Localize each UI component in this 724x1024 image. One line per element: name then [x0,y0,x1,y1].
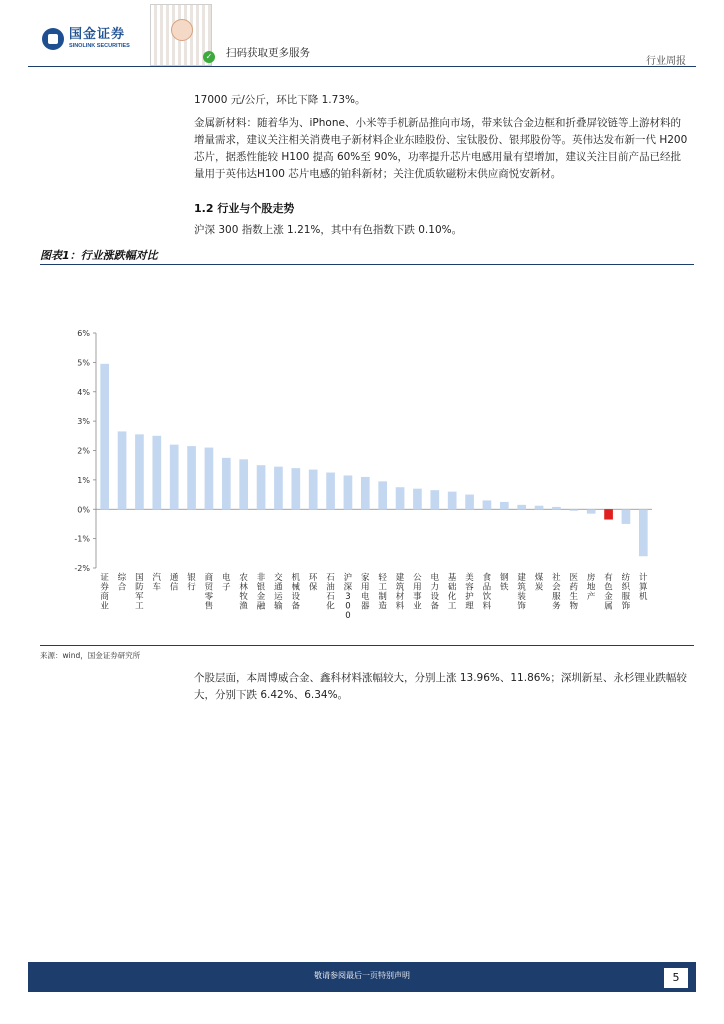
x-tick-label: 建筑装饰 [517,573,526,612]
bar-23 [500,502,509,509]
bar-13 [326,473,335,510]
x-tick-label: 基础化工 [447,573,457,612]
paragraph-stocks: 个股层面，本周博威合金、鑫科材料涨幅较大，分别上涨 13.96%、11.86%；深圳新星、永杉锂业跌幅较大，分别下跌 6.42%、6.34%。 [194,672,687,701]
bar-15 [361,477,370,509]
bar-7 [222,458,231,509]
x-tick-label: 证券商业 [100,573,109,612]
bar-11 [291,468,300,509]
bar-0 [100,364,109,509]
header-divider [28,66,696,67]
x-tick-label: 交通运输 [274,573,283,612]
bar-28 [587,509,596,513]
x-tick-label: 美容护理 [465,573,474,612]
bar-24 [517,505,526,509]
paragraph-new-materials: 金属新材料：随着华为、iPhone、小米等手机新品推向市场，带来钛合金边框和折叠屏铰链等上游材料的增量需求，建议关注相关消费电子新材料企业东睦股份、宝钛股份、银邦股份等。英伟达发布新一代 H200 芯片，据悉性能较 H100 提高 60%至 90%，功率提升芯片电感用量有望增加，建议关注目前产品已经批量用于英伟达H100 芯片电感的铂科新材；关注优质软磁粉末供应商悦安新材。 [194,117,688,180]
page-number: 5 [664,968,688,988]
y-tick-label: -1% [74,534,90,544]
x-tick-label: 汽车 [152,573,162,593]
x-tick-label: 煤炭 [534,573,544,593]
y-tick-label: 2% [77,446,90,456]
bar-18 [413,489,422,510]
x-tick-label: 环保 [308,573,318,593]
x-tick-label: 计算机 [639,573,648,602]
brand-name-cn: 国金证券 [69,27,126,42]
x-tick-label: 社会服务 [552,573,561,612]
x-tick-label: 机械设备 [291,573,301,612]
bar-14 [344,475,353,509]
bar-2 [135,434,144,509]
x-tick-label: 医药生物 [569,573,579,612]
bar-6 [205,448,214,510]
paragraph-price: 17000 元/公斤，环比下降 1.73%。 [194,94,366,106]
industry-change-bar-chart [40,268,680,644]
y-tick-label: 1% [77,475,90,485]
bar-22 [483,500,492,509]
bar-31 [639,509,648,556]
x-tick-label: 非银金融 [256,573,266,612]
bar-1 [118,431,127,509]
bar-10 [274,467,283,510]
x-tick-label: 轻工制造 [378,573,387,612]
bar-8 [239,459,248,509]
x-tick-label: 家用电器 [361,573,370,612]
figure-bottom-rule [40,645,694,646]
footer-disclaimer: 敬请参阅最后一页特别声明 [314,971,410,980]
x-tick-label: 钢铁 [500,573,509,593]
y-tick-label: 5% [77,358,90,368]
x-tick-label: 电子 [222,573,231,593]
y-tick-label: 4% [77,387,90,397]
bar-3 [152,436,161,509]
bar-16 [378,481,387,509]
bar-29 [604,509,613,519]
page-footer [28,962,696,992]
figure-title: 图表1：行业涨跌幅对比 [40,249,158,262]
figure-source: 来源：wind，国金证券研究所 [40,651,141,660]
bar-30 [622,509,631,524]
logo-mark-icon [42,28,64,50]
x-tick-label: 沪深 3 0 0 [343,573,353,621]
x-tick-label: 建筑材料 [395,573,405,612]
x-tick-label: 通信 [169,573,179,593]
x-tick-label: 公用事业 [413,573,422,612]
bar-9 [257,465,266,509]
x-tick-label: 国防军工 [135,573,144,612]
wechat-badge-icon: ✓ [203,51,215,63]
x-tick-label: 电力设备 [430,573,440,612]
y-tick-label: 3% [77,417,90,427]
bar-17 [396,487,405,509]
bar-5 [187,446,196,509]
x-tick-label: 综合 [117,573,127,593]
bar-19 [430,490,439,509]
bar-26 [552,507,561,509]
x-tick-label: 纺织服饰 [621,573,631,612]
scan-prompt: 扫码获取更多服务 [226,47,310,59]
bar-25 [535,506,544,510]
figure-top-rule [40,264,694,265]
company-logo [42,28,130,50]
x-tick-label: 食品饮料 [482,573,492,612]
paragraph-index: 沪深 300 指数上涨 1.21%，其中有色指数下跌 0.10%。 [194,224,463,236]
bar-20 [448,492,457,510]
x-tick-label: 银行 [187,573,196,593]
report-type: 行业周报 [646,56,686,67]
y-tick-label: 6% [77,329,90,338]
x-tick-label: 商贸零售 [204,573,214,612]
page-header [0,0,724,66]
bar-4 [170,445,179,510]
x-tick-label: 石油石化 [326,573,335,612]
x-tick-label: 农林牧渔 [239,573,248,612]
x-tick-label: 房地产 [586,573,596,602]
y-tick-label: 0% [77,505,90,515]
qr-code-icon[interactable] [150,4,212,66]
bar-27 [569,509,578,510]
x-tick-label: 有色金属 [604,573,613,612]
section-heading: 1.2 行业与个股走势 [194,202,295,215]
bar-21 [465,495,474,510]
brand-name-en: SINOLINK SECURITIES [69,43,130,49]
bar-12 [309,470,318,510]
y-tick-label: -2% [74,564,90,573]
